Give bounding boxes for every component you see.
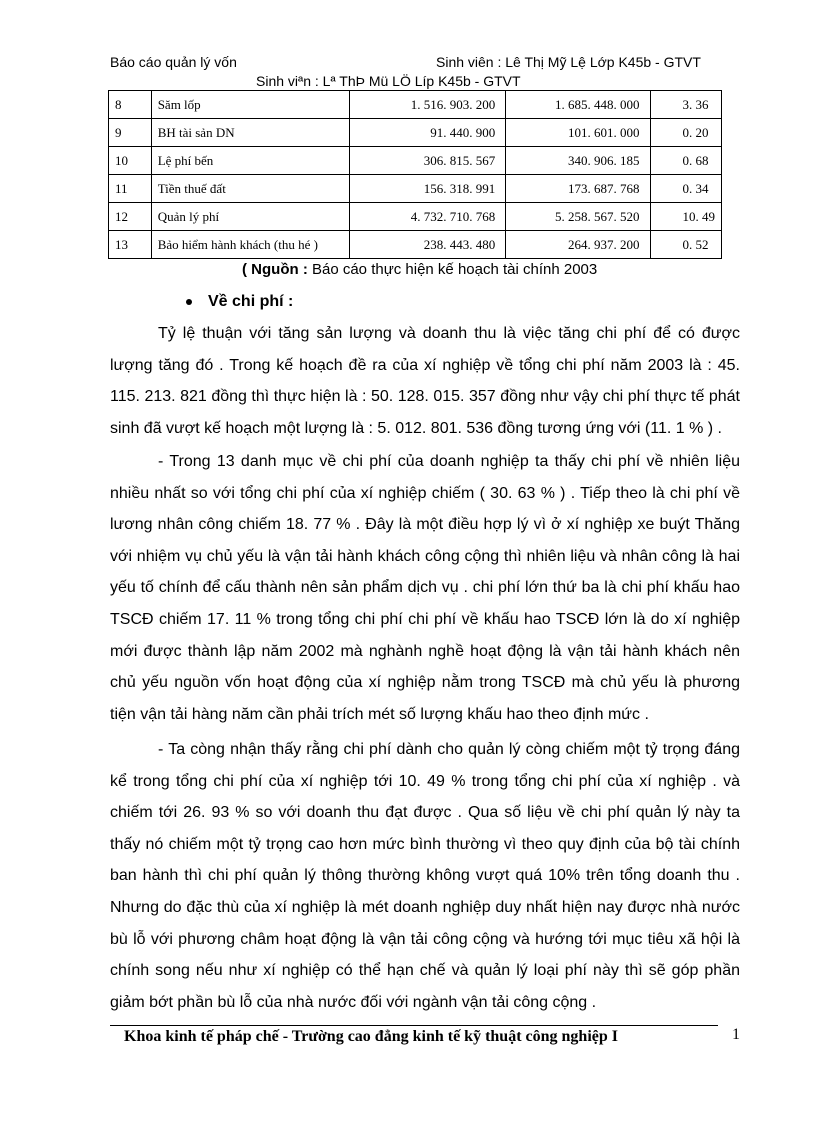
actual-value: 5. 258. 567. 520 — [506, 203, 650, 231]
row-number: 10 — [109, 147, 152, 175]
plan-value: 156. 318. 991 — [350, 175, 506, 203]
table-row — [109, 91, 722, 119]
cost-item: Săm lốp — [151, 91, 350, 119]
actual-value: 1. 685. 448. 000 — [506, 91, 650, 119]
percent-value: 0. 52 — [650, 231, 722, 259]
actual-value: 173. 687. 768 — [506, 175, 650, 203]
plan-value: 4. 732. 710. 768 — [350, 203, 506, 231]
actual-value: 101. 601. 000 — [506, 119, 650, 147]
percent-value: 0. 34 — [650, 175, 722, 203]
cost-item: Tiền thuế đất — [151, 175, 350, 203]
percent-value: 10. 49 — [650, 203, 722, 231]
row-number: 11 — [109, 175, 152, 203]
paragraph-cost-breakdown: - Trong 13 danh mục về chi phí của doanh nghiệp ta thấy chi phí về nhiên liệu nhiều nhất so với tổng chi phí của xí nghiệp chiếm ( 30. 63 % ) . Tiếp theo là chi phí về lương nhân công chiếm 18. 77 % . Đây là một điều hợp lý vì ở xí nghiệp xe buýt Thăng với nhiệm vụ chủ yếu là vận tải hành khách công cộng thì nhiên liệu và nhân công là hai yếu tố chính để cấu thành nên sản phẩm dịch vụ . chi phí lớn thứ ba là chi phí khấu hao TSCĐ chiếm 17. 11 % trong tổng chi phí chi phí về khấu hao TSCĐ lớn là do xí nghiệp mới được thành lập năm 2002 mà nghành nghề hoạt động là vận tải hành khách nên chủ yếu nguồn vốn hoạt động của xí nghiệp nằm trong TSCĐ mà chủ yếu là phương tiện vận tải hàng năm cần phải trích mét số lượng khấu hao theo định mức . — [110, 453, 740, 723]
bullet-icon — [186, 299, 192, 305]
header-student-info: Sinh viên : Lê Thị Mỹ Lệ Lớp K45b - GTVT — [436, 54, 701, 70]
cost-item: Bảo hiểm hành khách (thu hé ) — [151, 231, 350, 259]
row-number: 9 — [109, 119, 152, 147]
actual-value: 340. 906. 185 — [506, 147, 650, 175]
footer-divider — [110, 1025, 718, 1026]
table-row — [109, 203, 722, 231]
percent-value: 3. 36 — [650, 91, 722, 119]
plan-value: 238. 443. 480 — [350, 231, 506, 259]
table-row — [109, 119, 722, 147]
header-student-info-garbled: Sinh viªn : Lª ThÞ Mü LÖ Líp K45b - GTVT — [256, 73, 521, 89]
table-row — [109, 147, 722, 175]
paragraph-overview: Tỷ lệ thuận với tăng sản lượng và doanh thu là việc tăng chi phí để có được lượng tăng đó . Trong kế hoạch đề ra của xí nghiệp về tổng chi phí năm 2003 là : 45. 115. 213. 821 đồng thì thực hiện là : 50. 128. 015. 357 đồng như vậy chi phí thực tế phát sinh đã vượt kế hoạch một lượng là : 5. 012. 801. 536 đồng tương ứng với (11. 1 % ) . — [110, 325, 740, 437]
percent-value: 0. 20 — [650, 119, 722, 147]
percent-value: 0. 68 — [650, 147, 722, 175]
paragraph-management-cost: - Ta còng nhận thấy rằng chi phí dành cho quản lý còng chiếm một tỷ trọng đáng kể trong tổng chi phí của xí nghiệp tới 10. 49 % trong tổng chi phí của xí nghiệp . và chiếm tới 26. 93 % so với doanh thu đạt được . Qua số liệu về chi phí quản lý này ta thấy nó chiếm một tỷ trọng cao hơn mức bình thường vì theo quy định của bộ tài chính ban hành thì chi phí quản lý thông thường không vượt quá 10% trên tổng doanh thu . Nhưng do đặc thù của xí nghiệp là mét doanh nghiệp duy nhất hiện nay được nhà nước bù lỗ với phương châm hoạt động là vận tải công cộng và hướng tới mục tiêu xã hội là chính song nếu như xí nghiệp có thể hạn chế và quản lý loại phí này thì sẽ góp phần giảm bớt phần bù lỗ của nhà nước đối với ngành vận tải công cộng . — [110, 741, 740, 1011]
plan-value: 91. 440. 900 — [350, 119, 506, 147]
header-document-title: Báo cáo quản lý vốn — [110, 54, 237, 70]
table-row — [109, 175, 722, 203]
source-label: ( Nguồn : — [242, 261, 308, 278]
source-text: Báo cáo thực hiện kế hoạch tài chính 2003 — [307, 261, 598, 278]
row-number: 8 — [109, 91, 152, 119]
plan-value: 306. 815. 567 — [350, 147, 506, 175]
section-title: Về chi phí : — [208, 293, 294, 310]
footer-text: Khoa kinh tế pháp chế - Trường cao đẳng kinh tế kỹ thuật công nghiệp I — [124, 1028, 618, 1045]
row-number: 13 — [109, 231, 152, 259]
source-citation — [242, 261, 597, 278]
row-number: 12 — [109, 203, 152, 231]
actual-value: 264. 937. 200 — [506, 231, 650, 259]
cost-table — [108, 90, 722, 259]
plan-value: 1. 516. 903. 200 — [350, 91, 506, 119]
cost-item: Lệ phí bến — [151, 147, 350, 175]
section-heading — [186, 293, 293, 311]
table-row — [109, 231, 722, 259]
page-number: 1 — [732, 1026, 740, 1043]
cost-item: BH tài sản DN — [151, 119, 350, 147]
cost-item: Quản lý phí — [151, 203, 350, 231]
